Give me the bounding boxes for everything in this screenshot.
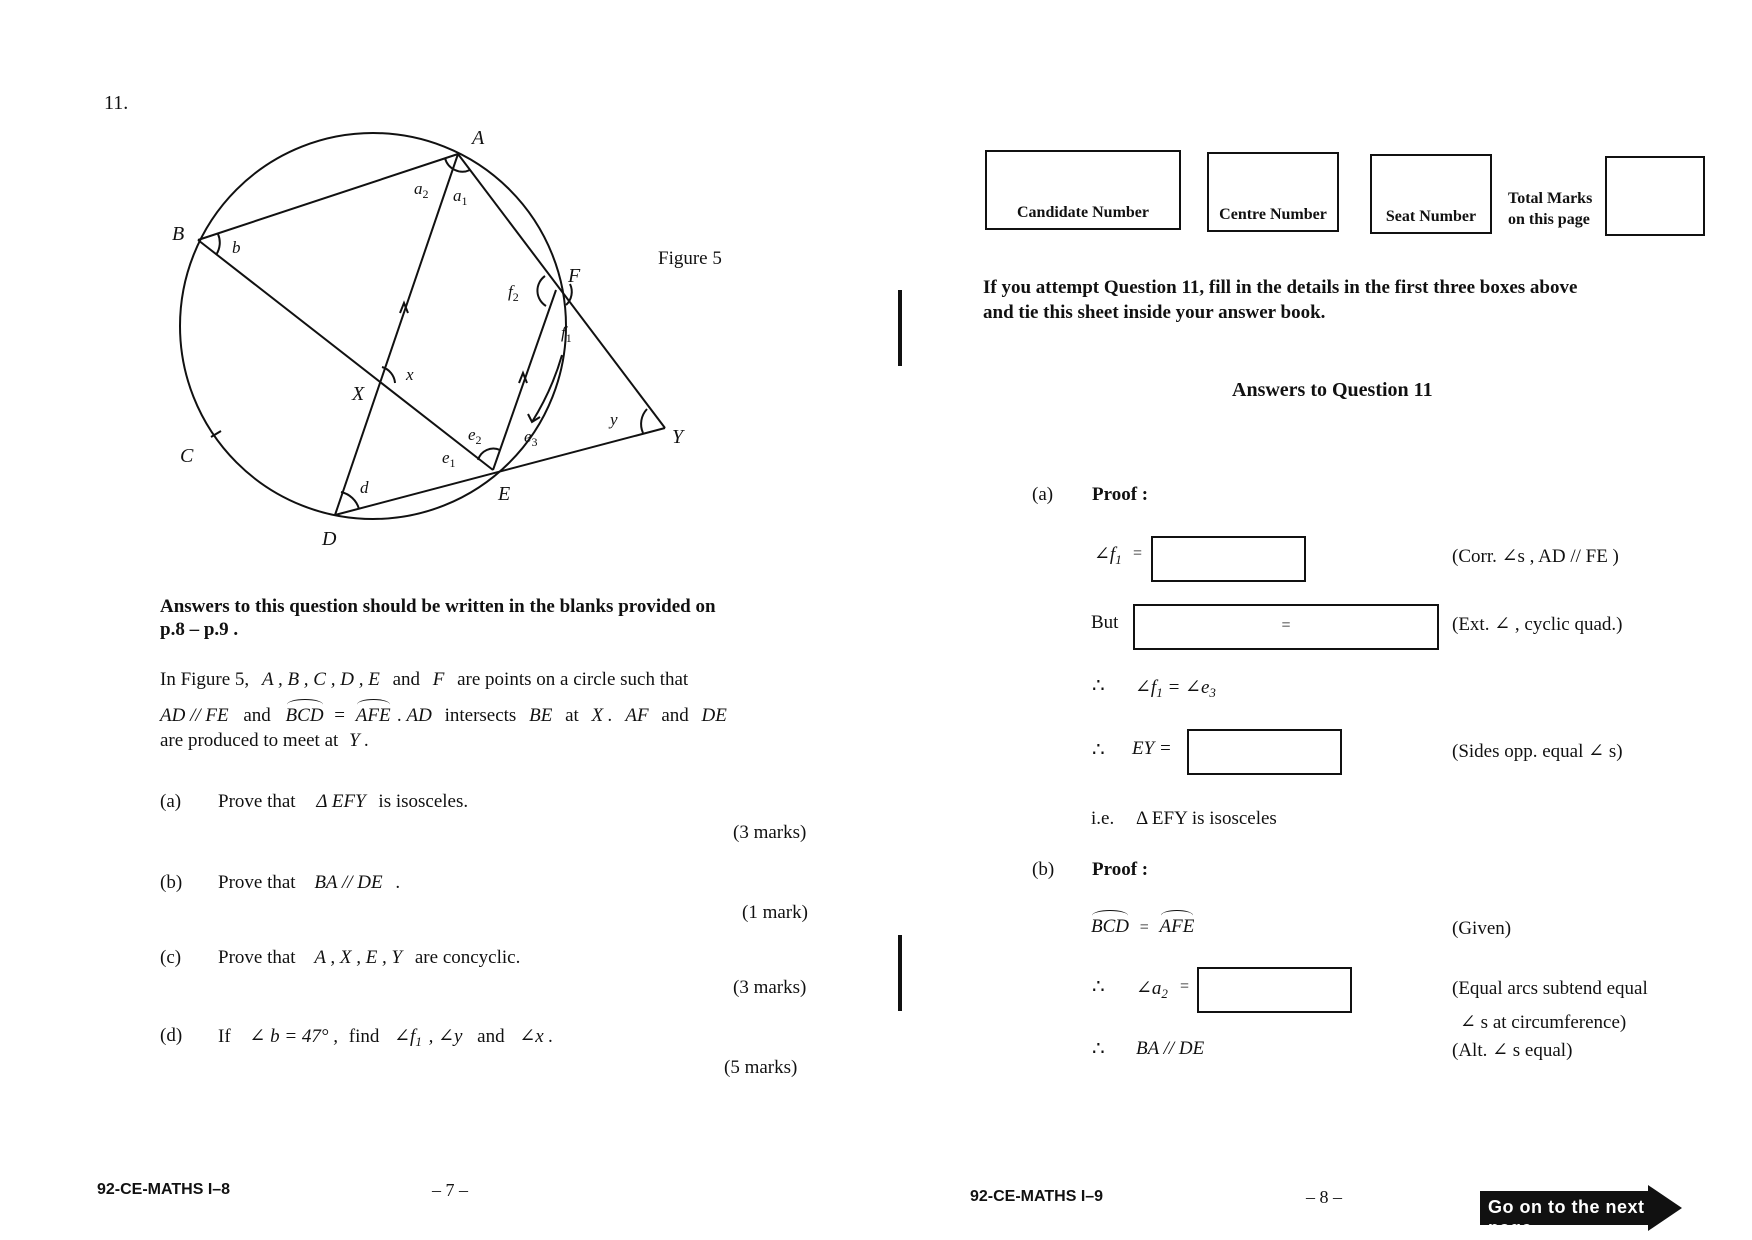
arc-equality-b	[1091, 916, 1194, 938]
part-c-label: (c)	[160, 947, 182, 968]
ie-label: i.e.	[1091, 808, 1115, 829]
question-text: Prove that	[218, 947, 296, 968]
seat-number-box[interactable]	[1370, 154, 1492, 234]
binding-mark-bottom	[898, 935, 902, 1011]
arc-BCD: BCD	[285, 705, 324, 726]
intro-point-F: F	[432, 669, 445, 690]
page-number-left: – 7 –	[432, 1180, 468, 1200]
intro-and: and	[392, 669, 420, 690]
angle-a2-lhs: $\angle a_2$	[1136, 978, 1168, 1001]
part-b-label: (b)	[160, 872, 183, 893]
part-d-marks: (5 marks)	[724, 1057, 798, 1078]
curved-arrow	[532, 355, 562, 422]
page-number-right: – 8 –	[1306, 1187, 1342, 1207]
point-X-ref: X .	[591, 705, 613, 726]
point-label-C: C	[180, 445, 194, 467]
intro-at: at	[565, 705, 579, 726]
centre-number-box[interactable]	[1207, 152, 1339, 232]
angle-arc-f2	[537, 276, 546, 306]
point-label-A: A	[472, 127, 485, 149]
answer-part-b-label: (b)	[1032, 859, 1055, 880]
figure-5-diagram	[150, 115, 710, 555]
angle-f1-lhs: $\angle f_1$	[1094, 544, 1122, 567]
equals-sign: =	[1133, 545, 1143, 562]
equals-sign: =	[1139, 919, 1149, 936]
intro-line-1	[160, 669, 688, 691]
reason-a3: (Sides opp. equal ∠ s)	[1452, 741, 1623, 762]
part-a-question	[218, 791, 468, 813]
angle-label-x: x	[406, 365, 414, 384]
part-c-marks: (3 marks)	[733, 977, 807, 998]
reason-b3: (Alt. ∠ s equal)	[1452, 1040, 1573, 1061]
answer-part-a-proof: Proof :	[1092, 484, 1149, 505]
point-label-B: B	[172, 223, 185, 245]
question-text: If	[218, 1026, 231, 1047]
reason-a2: (Ext. ∠ , cyclic quad.)	[1452, 614, 1623, 635]
line-AF-ref: AF	[625, 705, 649, 726]
next-page-arrow[interactable]	[1480, 1185, 1690, 1238]
reason-b2-line2: ∠ s at circumference)	[1460, 1012, 1627, 1033]
question-text: are concyclic.	[414, 947, 521, 968]
equals-sign: =	[1281, 617, 1291, 634]
arc-AFE: AFE	[355, 705, 391, 726]
angle-label-f1: $f_1$	[561, 323, 572, 345]
angle-arc-y	[641, 409, 647, 433]
intro-points: A , B , C , D , E	[261, 669, 380, 690]
question-text: .	[395, 872, 401, 893]
angle-label-y: y	[610, 410, 618, 429]
intro-text-3: are produced to meet at	[160, 730, 339, 751]
seat-number-label: Seat Number	[1385, 208, 1477, 225]
answer-part-b-proof: Proof :	[1092, 859, 1149, 880]
total-marks-label-2: on this page	[1508, 211, 1590, 228]
point-label-E: E	[498, 483, 511, 505]
line-AD	[335, 154, 458, 515]
arc-AFE: AFE	[1159, 916, 1195, 937]
question-text: Prove that	[218, 791, 296, 812]
answer-part-a-label: (a)	[1032, 484, 1054, 505]
total-marks-box[interactable]	[1605, 156, 1705, 236]
intro-and: and	[661, 705, 689, 726]
part-a-marks: (3 marks)	[733, 822, 807, 843]
question-math: Δ EFY	[316, 791, 366, 812]
candidate-number-label: Candidate Number	[1016, 204, 1149, 221]
angle-arc-d	[341, 492, 359, 509]
parallel-conclusion: BA // DE	[1136, 1038, 1205, 1059]
right-instruction-line-2: and tie this sheet inside your answer book.	[983, 302, 1326, 323]
point-label-F: F	[568, 265, 581, 287]
part-a-label: (a)	[160, 791, 182, 812]
binding-mark-top	[898, 290, 902, 366]
equals-sign: =	[1180, 978, 1190, 995]
answer-box-b1[interactable]	[1197, 967, 1352, 1013]
conclusion-a: Δ EFY is isosceles	[1136, 808, 1277, 829]
intro-text-2: are points on a circle such that	[457, 669, 689, 690]
question-math: ∠ b = 47° ,	[249, 1026, 338, 1047]
angle-label-f2: $f_2$	[508, 282, 519, 304]
therefore-symbol: ∴	[1092, 739, 1105, 761]
angle-label-a1: $a_1$	[453, 186, 468, 208]
instruction-line-1: Answers to this question should be written in the blanks provided on	[160, 596, 716, 617]
point-label-X: X	[352, 383, 365, 405]
angle-x-ref: ∠x .	[519, 1026, 554, 1047]
intro-text: In Figure 5,	[160, 669, 250, 690]
angle-arc-b	[216, 234, 220, 255]
therefore-symbol: ∴	[1092, 976, 1105, 998]
line-DE-ref: DE	[701, 705, 727, 726]
line-BE-ref: BE	[529, 705, 553, 726]
intro-intersects: intersects	[444, 705, 517, 726]
angle-label-b: b	[232, 238, 241, 257]
answer-box-a2[interactable]	[1133, 604, 1439, 650]
answer-box-a3[interactable]	[1187, 729, 1342, 775]
part-d-label: (d)	[160, 1025, 183, 1046]
answer-box-a1[interactable]	[1151, 536, 1306, 582]
line-AY	[458, 154, 665, 428]
instruction-line-2: p.8 – p.9 .	[160, 619, 239, 640]
reason-a1: (Corr. ∠s , AD // FE )	[1452, 546, 1619, 567]
circle	[180, 133, 566, 519]
ey-lhs: EY =	[1132, 738, 1172, 759]
reason-b1: (Given)	[1452, 918, 1512, 939]
chord-BE	[198, 240, 493, 470]
equals-sign: =	[334, 705, 346, 726]
question-text: find	[348, 1026, 380, 1047]
point-label-D: D	[322, 528, 337, 550]
intro-and: and	[243, 705, 271, 726]
angle-label-e3: $e_3$	[524, 427, 538, 449]
angle-equality-a: $\angle f_1$ = $\angle e_3$	[1135, 677, 1216, 700]
angle-label-a2: $a_2$	[414, 179, 429, 201]
therefore-symbol: ∴	[1092, 675, 1105, 697]
intro-line-2	[160, 705, 727, 727]
point-label-Y: Y	[672, 426, 684, 448]
intro-line-3	[160, 730, 369, 752]
candidate-number-box[interactable]	[985, 150, 1181, 230]
footer-code-right: 92-CE-MATHS I–9	[970, 1188, 1104, 1205]
angle-label-d: d	[360, 478, 369, 497]
parallel-statement: AD // FE	[160, 705, 229, 726]
total-marks-label-1: Total Marks	[1508, 190, 1593, 207]
angle-y-ref: , ∠y	[428, 1026, 463, 1047]
question-text: is isosceles.	[378, 791, 469, 812]
angle-f1-ref: $\angle f_1$	[394, 1026, 422, 1049]
part-c-question	[218, 947, 520, 969]
point-Y-ref: Y .	[349, 730, 370, 751]
angle-label-e1: $e_1$	[442, 448, 456, 470]
question-text: and	[477, 1026, 505, 1047]
part-b-question	[218, 872, 400, 894]
right-instruction-line-1: If you attempt Question 11, fill in the details in the first three boxes above	[983, 277, 1578, 298]
question-math: A , X , E , Y	[314, 947, 403, 968]
question-text: Prove that	[218, 872, 296, 893]
arc-BCD: BCD	[1091, 916, 1129, 937]
line-AD-ref: . AD	[397, 705, 432, 726]
question-number: 11.	[104, 92, 129, 114]
but-label: But	[1091, 612, 1119, 633]
angle-label-e2: $e_2$	[468, 425, 482, 447]
question-math: BA // DE	[314, 872, 383, 893]
footer-code-left: 92-CE-MATHS I–8	[97, 1181, 231, 1198]
reason-b2-line1: (Equal arcs subtend equal	[1452, 978, 1648, 999]
centre-number-label: Centre Number	[1219, 206, 1327, 223]
answers-title: Answers to Question 11	[1232, 379, 1433, 401]
part-b-marks: (1 mark)	[742, 902, 808, 923]
next-page-label: Go on to the next page	[1488, 1197, 1645, 1238]
therefore-symbol: ∴	[1092, 1038, 1105, 1060]
part-d-question	[218, 1025, 553, 1050]
figure-caption: Figure 5	[658, 248, 722, 269]
